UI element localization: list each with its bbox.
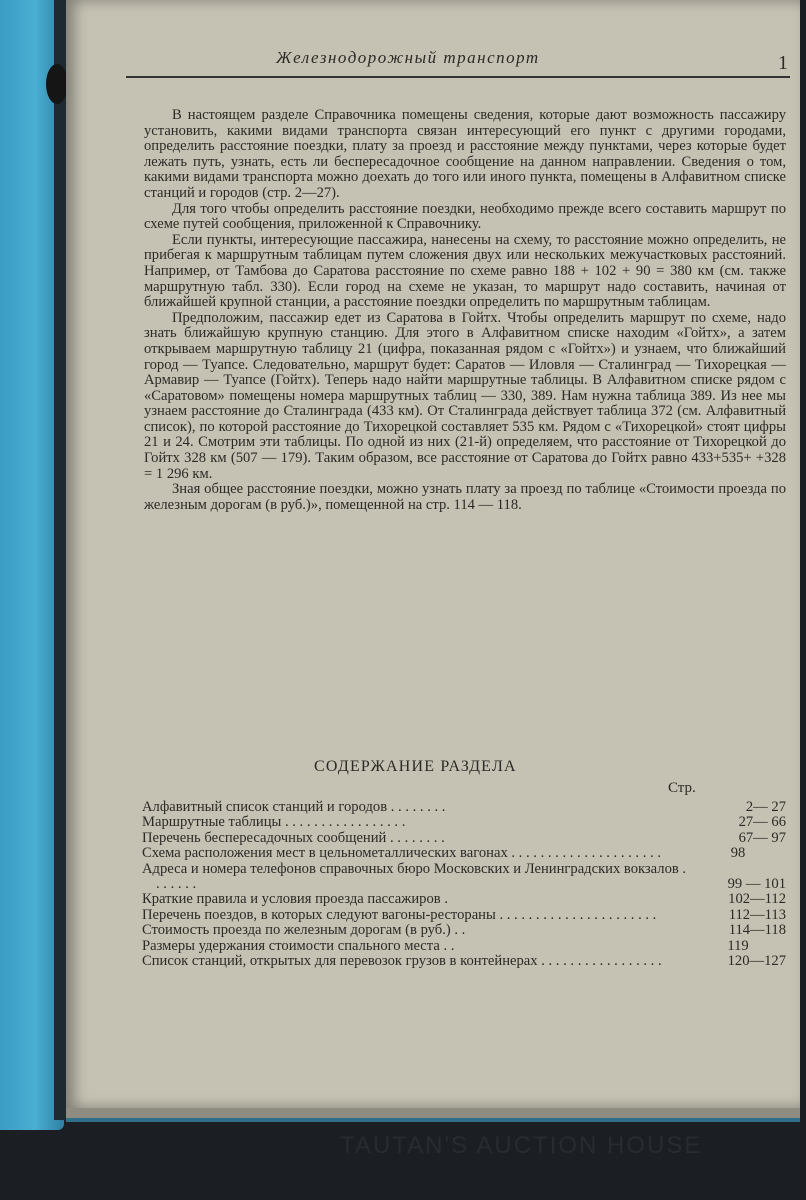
- toc-item-title: Адреса и номера телефонов справочных бюро Московских и Ленинградских вокзалов . . . . . . .: [142, 860, 687, 893]
- running-title: Железнодорожный транспорт: [276, 48, 540, 67]
- toc-item-title: Перечень беспересадочных сообщений . . . . . . . .: [142, 829, 445, 846]
- toc-item[interactable]: [142, 831, 786, 846]
- table-of-contents: [142, 800, 786, 969]
- toc-item[interactable]: [142, 846, 786, 861]
- book-page: [66, 0, 800, 1108]
- toc-title: СОДЕРЖАНИЕ РАЗДЕЛА: [314, 758, 517, 775]
- toc-item-title: Стоимость проезда по железным дорогам (в руб.) . .: [142, 922, 466, 939]
- toc-item[interactable]: [142, 954, 786, 969]
- toc-item-title: Список станций, открытых для перевозок грузов в контейнерах . . . . . . . . . . . . . . . . .: [142, 953, 662, 970]
- body-text: [144, 108, 786, 513]
- toc-item[interactable]: [142, 908, 786, 923]
- page-header: [126, 42, 790, 78]
- toc-item-pages: 98: [730, 845, 746, 862]
- toc-item-title: Краткие правила и условия проезда пассажиров .: [142, 891, 448, 908]
- toc-item[interactable]: [142, 892, 786, 907]
- paragraph: Зная общее расстояние поездки, можно узнать плату за проезд по таблице «Стоимости проезда по железным дорогам (в руб.)», помещенной на стр. 114 — 118.: [144, 481, 786, 513]
- toc-item-pages: 27— 66: [738, 814, 786, 831]
- toc-item-pages: 120—127: [727, 953, 786, 970]
- paragraph: Для того чтобы определить расстояние поездки, необходимо прежде всего составить маршрут по схеме путей сообщения, приложенной к Справочнику.: [144, 200, 786, 233]
- toc-item[interactable]: [142, 862, 786, 893]
- page-number: 1: [778, 52, 788, 74]
- paragraph: В настоящем разделе Справочника помещены сведения, которые дают возможность пассажиру установить, какими видами транспорта связан интересующий его пункт с другими городами, определить расстояние поездки, плату за проезд и расстояние между пунктами, через которые будет лежать путь, узнать, есть ли беспересадочное сообщение на данном направлении. Сведения о том, какими видами транспорта можно доехать до того или иного пункта, помещены в Алфавитном списке станций и городов (стр. 2—27).: [144, 107, 786, 201]
- binding-hole: [46, 64, 68, 104]
- toc-item-pages: 112—113: [728, 906, 786, 923]
- toc-item-title: Размеры удержания стоимости спального места . .: [142, 937, 455, 954]
- toc-item-title: Маршрутные таблицы . . . . . . . . . . . . . . . . .: [142, 814, 406, 831]
- toc-item-pages: 119: [727, 937, 749, 954]
- watermark: TAUTAN'S AUCTION HOUSE: [340, 1132, 703, 1159]
- toc-item-title: Схема расположения мест в цельнометаллических вагонах . . . . . . . . . . . . . . . . . . . . .: [142, 845, 661, 862]
- toc-page-column-label: Стр.: [668, 780, 696, 796]
- toc-item[interactable]: [142, 939, 786, 954]
- paragraph: Если пункты, интересующие пассажира, нанесены на схему, то расстояние можно определить, не прибегая к маршрутным таблицам путем сложения двух или нескольких межучастковых расстояний. Например, от Тамбова до Саратова расстояние по схеме равно 188 + 102 + 90 = 380 км (см. также маршрутную табл. 330). Если город на схеме не указан, то маршрут надо составить, начиная от ближайшей крупной станции, а расстояние поездки определить по маршрутным таблицам.: [144, 231, 786, 311]
- toc-item-title: Алфавитный список станций и городов . . . . . . . .: [142, 799, 446, 815]
- paragraph: Предположим, пассажир едет из Саратова в Гойтх. Чтобы определить маршрут по схеме, надо знать ближайшую крупную станцию. Для этого в Алфавитном списке находим «Гойтх», а затем открываем маршрутную таблицу 21 (цифра, показанная рядом с «Гойтх») и узнаем, что ближайший город — Туапсе. Следовательно, маршрут будет: Саратов — Иловля — Сталинград — Тихорецкая — Армавир — Туапсе (Гойтх). Теперь надо найти маршрутные таблицы. В Алфавитном списке рядом с «Саратовом» помещены номера маршрутных таблиц — 330, 389. Нам нужна таблица 389. Из нее мы узнаем расстояние до Сталинграда (433 км). От Сталинграда действует таблица 372 (см. Алфавитный список), по которой расстояние до Тихорецкой составляет 535 км. Рядом с «Тихорецкой» стоят цифры 21 и 24. Смотрим эти таблицы. По одной из них (21-й) определяем, что расстояние от Тихорецкой до Гойтх 328 км (507 — 179). Таким образом, все расстояние от Саратова до Гойтх равно 433+535+ +328 = 1 296 км.: [144, 309, 786, 482]
- toc-item[interactable]: [142, 815, 786, 830]
- toc-item-pages: 2— 27: [745, 799, 786, 815]
- toc-item-pages: 102—112: [728, 891, 786, 908]
- toc-item-pages: 114—118: [728, 922, 786, 939]
- toc-item[interactable]: [142, 800, 786, 815]
- toc-item-pages: 67— 97: [738, 829, 786, 846]
- toc-item[interactable]: [142, 923, 786, 938]
- toc-item-title: Перечень поездов, в которых следуют вагоны-рестораны . . . . . . . . . . . . . . . . . . . . . .: [142, 906, 657, 923]
- cover-edge-stripe: [66, 1118, 800, 1122]
- toc-item-pages: 99 — 101: [727, 876, 786, 893]
